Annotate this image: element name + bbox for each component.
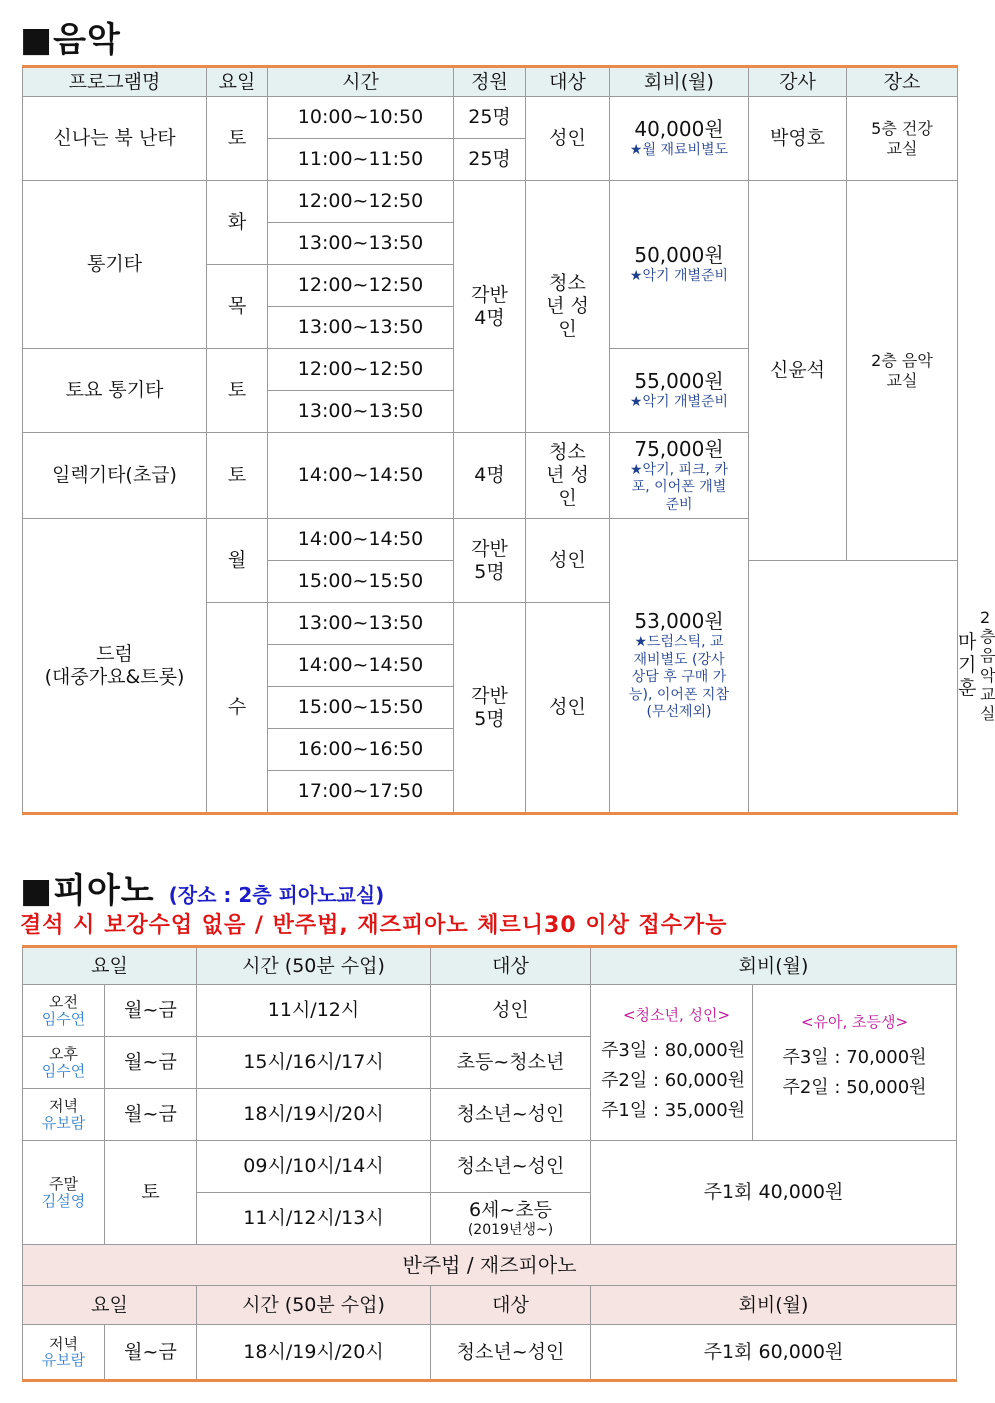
capacity-cell: 25명 [454,97,526,139]
day-cell: 목 [207,265,268,349]
target-buk: 성인 [526,97,610,181]
program-buk: 신나는 북 난타 [23,97,207,181]
time-cell: 13:00~13:50 [268,223,454,265]
fee-weekend: 주1회 40,000원 [591,1141,957,1245]
slot-label: 저녁 [49,1334,78,1353]
time-cell: 12:00~12:50 [268,265,454,307]
program-guitar: 통기타 [23,181,207,349]
teacher-name: 김설영 [41,1191,86,1210]
piano-schedule-table [22,945,957,1382]
teacher-name: 임수연 [41,1061,86,1080]
piano-title: ■피아노 [20,871,155,911]
teacher-buk: 박영호 [749,97,847,181]
teacher-name: 유보람 [41,1351,86,1369]
time-cell: 18시/19시/20시 [197,1089,431,1141]
time-cell: 12:00~12:50 [268,349,454,391]
day-cell: 수 [207,603,268,814]
music-header-row [23,67,958,97]
target-guitar: 청소년 성인 [526,181,610,433]
capacity-cell: 각반 5명 [454,519,526,603]
time-cell: 14:00~14:50 [268,519,454,561]
fee-line: 주2일 : 60,000원 [601,1069,746,1091]
day-cell: 토 [105,1141,197,1245]
drum-sub: (대중가요&트롯) [44,665,185,688]
jazz-header-row [23,1286,957,1325]
header-day: 요일 [23,1286,197,1325]
fee-amount: 55,000원 [634,369,724,394]
header-time: 시간 (50분 수업) [197,947,431,985]
slot-label: 오전 [49,993,78,1011]
slot-weekend [23,1141,105,1245]
capacity-guitar: 각반 4명 [454,181,526,433]
header-target: 대상 [431,947,591,985]
teacher-guitar: 신윤석 [749,181,847,561]
fee-group-title: <청소년, 성인> [622,1005,731,1024]
teacher-name: 임수연 [41,1009,86,1028]
slot-label: 주말 [49,1175,78,1193]
header-target: 대상 [526,67,610,97]
day-cell: 월~금 [105,1089,197,1141]
time-cell: 16:00~16:50 [268,729,454,771]
place-guitar: 2층 음악교실 [847,181,958,561]
header-fee: 회비(월) [591,1286,957,1325]
fee-jazz: 주1회 60,000원 [591,1325,957,1381]
piano-notice: 결석 시 보강수업 없음 / 반주법, 재즈피아노 체르니30 이상 접수가능 [20,913,728,938]
time-cell: 11시/12시 [197,985,431,1037]
time-cell: 13:00~13:50 [268,391,454,433]
fee-amount: 50,000원 [634,243,724,268]
fee-note: ★드럼스틱, 교재비별도 (강사 상담 후 구매 가능), 이어폰 지참 (무선제외) [629,634,729,721]
day-cell: 토 [207,433,268,519]
day-cell: 월~금 [105,1325,197,1381]
jazz-banner: 반주법 / 재즈피아노 [23,1245,957,1286]
fee-amount: 75,000원 [634,436,724,461]
target-cell [431,1193,591,1245]
time-cell: 13:00~13:50 [268,603,454,645]
piano-section-title [20,863,384,912]
program-sat-guitar: 토요 통기타 [23,349,207,433]
place-buk: 5층 건강교실 [847,97,958,181]
time-cell: 17:00~17:50 [268,771,454,814]
time-cell: 12:00~12:50 [268,181,454,223]
header-day: 요일 [23,947,197,985]
fee-kids [753,985,957,1141]
piano-header-row [23,947,957,985]
header-fee: 회비(월) [610,67,749,97]
music-schedule-table: 프로그램명 요일 시간 정원 대상 회비(월) 강사 장소 신나는 북 난타 토 10:00~10:50 25명 성인 40,000원 ★월 재료비별도 박영호 5층 건강교실 11:00~11:50 25명 통기타 화 12:00~12:50 각반 4명 청소년 성인 50,000원 ★악기 개별준비 신윤석 2층 음악교실 13:00~13:50 목 12:00~12:50 13:00~13:50 토요 통기타 토 12:00~12:50 55,000원 ★악기 개별준비 13:00~13:50 일렉기타(초급) 토 14:00~14:50 4명 청소년 성인 75,000원 ★악기, 피크, 카포, 이어폰 개별준비 드럼 (대중가요&트롯) 월 14:00~14:50 각반 5명 성인 53,000원 ★드럼스틱, 교재비별도 (강사 상담 후 구매 가능), 이어폰 지참 (무선제외) 마기훈 2층 음악교실 15:00~15:50 수 13:00~13:50 각반 5명 성인 14:00~14:50 15:00~15:50 16:00~16:50 17:00~17:50 [22,65,958,815]
program-electric: 일렉기타(초급) [23,433,207,519]
fee-group-title: <유아, 초등생> [800,1013,909,1031]
target-cell: 성인 [431,985,591,1037]
drum-name: 드럼 [96,642,133,665]
header-program: 프로그램명 [23,67,207,97]
target-cell: 성인 [526,603,610,814]
time-cell: 15:00~15:50 [268,687,454,729]
music-section-title: ■음악 [20,20,121,60]
target-sub: (2019년생~) [467,1221,554,1238]
header-time: 시간 [268,67,454,97]
fee-note: ★월 재료비별도 [629,142,729,159]
time-cell: 11:00~11:50 [268,139,454,181]
fee-amount: 40,000원 [634,117,724,142]
day-cell: 월~금 [105,985,197,1037]
time-cell: 15시/16시/17시 [197,1037,431,1089]
target-cell: 성인 [526,519,610,603]
fee-drum [610,519,749,814]
day-cell: 토 [207,349,268,433]
slot-label: 저녁 [49,1097,78,1115]
header-place: 장소 [847,67,958,97]
fee-guitar [610,181,749,349]
target-main: 6세~초등 [468,1198,553,1221]
time-cell: 14:00~14:50 [268,433,454,519]
fee-note: ★악기, 피크, 카포, 이어폰 개별준비 [630,461,728,513]
fee-line: 주2일 : 50,000원 [782,1077,927,1098]
header-teacher: 강사 [749,67,847,97]
target-cell: 초등~청소년 [431,1037,591,1089]
program-drum [23,519,207,814]
time-cell: 13:00~13:50 [268,307,454,349]
fee-buk [610,97,749,181]
fee-note: ★악기 개별준비 [629,394,729,411]
header-day: 요일 [207,67,268,97]
time-cell: 14:00~14:50 [268,645,454,687]
fee-line: 주1일 : 35,000원 [601,1099,746,1121]
time-cell: 15:00~15:50 [268,561,454,603]
time-cell: 10:00~10:50 [268,97,454,139]
day-cell: 월~금 [105,1037,197,1089]
fee-electric [610,433,749,519]
header-target: 대상 [431,1286,591,1325]
fee-note: ★악기 개별준비 [629,268,729,285]
target-electric: 청소년 성인 [526,433,610,519]
slot-evening [23,1325,105,1381]
capacity-cell: 4명 [454,433,526,519]
capacity-cell: 25명 [454,139,526,181]
slot-afternoon [23,1037,105,1089]
teacher-name: 유보람 [41,1113,86,1132]
day-cell: 화 [207,181,268,265]
fee-teen-adult [591,985,753,1141]
fee-sat-guitar [610,349,749,433]
fee-line: 주3일 : 80,000원 [601,1039,746,1061]
fee-line: 주3일 : 70,000원 [782,1047,927,1068]
day-cell: 월 [207,519,268,603]
target-cell: 청소년~성인 [431,1089,591,1141]
slot-label: 오후 [49,1045,78,1063]
capacity-cell: 각반 5명 [454,603,526,814]
slot-evening [23,1089,105,1141]
header-capacity: 정원 [454,67,526,97]
time-cell: 18시/19시/20시 [197,1325,431,1381]
time-cell: 11시/12시/13시 [197,1193,431,1245]
header-fee: 회비(월) [591,947,957,985]
day-buk: 토 [207,97,268,181]
target-cell: 청소년~성인 [431,1141,591,1193]
slot-morning [23,985,105,1037]
time-cell: 09시/10시/14시 [197,1141,431,1193]
piano-location: (장소 : 2층 피아노교실) [168,883,385,907]
fee-amount: 53,000원 [634,609,724,634]
header-time: 시간 (50분 수업) [197,1286,431,1325]
target-cell: 청소년~성인 [431,1325,591,1381]
